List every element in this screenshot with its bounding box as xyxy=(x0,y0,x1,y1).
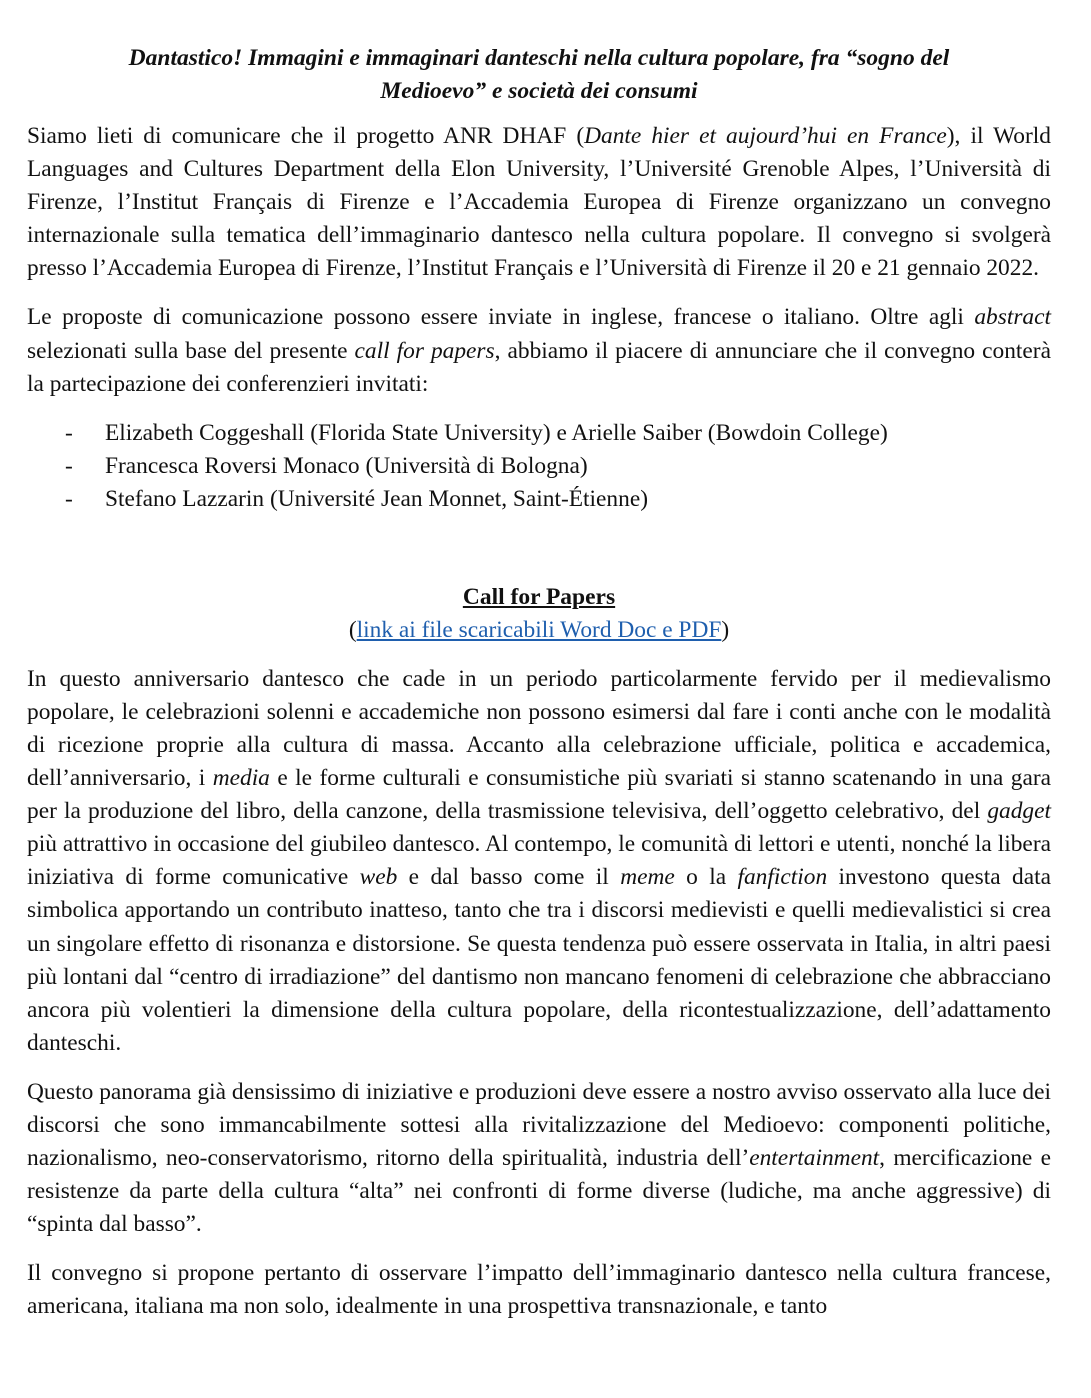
para3-meme-italic: meme xyxy=(620,864,675,891)
conference-aim-paragraph: Il convegno si propone pertanto di osservare l’impatto dell’immaginario dantesco nella cultura francese, americana, italiana ma non solo, idealmente in una prospettiva transnazionale, e tanto xyxy=(27,1260,1051,1320)
proposals-paragraph xyxy=(27,301,1051,400)
list-item xyxy=(27,417,1051,450)
bullet-dash: - xyxy=(65,419,73,446)
para3-media-italic: media xyxy=(212,765,270,792)
para3-text-c: e le forme culturali e consumistiche più svariati si stanno scatenando in una gara per la produzione del libro, della canzone, della trasmissione televisiva, dell’oggetto celebrativo, del xyxy=(27,765,1051,825)
intro-text-a: Siamo lieti di comunicare che il progetto ANR DHAF ( xyxy=(27,123,585,149)
proposals-cfp-italic: call for papers xyxy=(354,337,495,364)
speaker-name: Stefano Lazzarin (Université Jean Monnet, Saint-Étienne) xyxy=(105,485,648,512)
proposals-abstract-italic: abstract xyxy=(974,304,1051,331)
para4-text-a: Questo panorama già densissimo di iniziative e produzioni deve essere a nostro avviso osservato alla luce dei discorsi che sono immancabilmente sottesi alla rivitalizzazione del Medioevo: componenti politiche, nazionalismo, neo-conservatorismo, ritorno della spiritualità, industria dell’ xyxy=(27,1078,1051,1172)
speaker-name: Elizabeth Coggeshall (Florida State University) e Arielle Saiber (Bowdoin College) xyxy=(105,419,888,446)
proposals-text-a: Le proposte di comunicazione possono essere inviate in inglese, francese o italiano. Oltre agli xyxy=(27,304,975,331)
document-page xyxy=(27,42,1051,1324)
cfp-heading: Call for Papers xyxy=(462,583,616,610)
bullet-dash: - xyxy=(65,452,73,479)
download-files-link[interactable]: link ai file scaricabili Word Doc e PDF xyxy=(356,616,722,643)
para4-text-c: , mercificazione e resistenze da parte della cultura “alta” nei confronti di forme diverse (ludiche, ma anche aggressive) di “spinta dal basso”. xyxy=(27,1145,1051,1238)
paren-close: ) xyxy=(721,616,730,643)
para3-gadget-italic: gadget xyxy=(987,798,1051,825)
list-item xyxy=(27,483,1051,516)
panorama-paragraph xyxy=(27,1076,1051,1241)
para3-text-e: più attrattivo in occasione del giubileo dantesco. Al contempo, le comunità di lettori e utenti, nonché la libera iniziativa di forme comunicative xyxy=(27,831,1051,891)
para4-entertainment-italic: entertainment xyxy=(749,1145,880,1172)
document-title: Dantastico! Immagini e immaginari danteschi nella cultura popolare, fra “sogno del Medioevo” e società dei consumi xyxy=(128,45,950,104)
anniversary-paragraph xyxy=(27,663,1051,1060)
intro-text-c: ), il World Languages and Cultures Department della Elon University, l’Université Grenoble Alpes, l’Università di Firenze, l’Institut Français di Firenze e l’Accademia Europea di Firenze organizzano un convegno internazionale sulla tematica dell’immaginario dantesco nella cultura popolare. Il convegno si svolgerà presso l’Accademia Europea di Firenze, l’Institut Français e l’Università di Firenze il 20 e 21 gennaio 2022. xyxy=(27,123,1051,282)
intro-text-italic: Dante hier et aujourd’hui en France xyxy=(584,123,947,149)
cfp-link-line xyxy=(27,614,1051,647)
speaker-name: Francesca Roversi Monaco (Università di Bologna) xyxy=(105,452,588,479)
para3-text-a: In questo anniversario dantesco che cade in un periodo particolarmente fervido per il medievalismo popolare, le celebrazioni solenni e accademiche non possono esimersi dal fare i conti anche con le modalità di ricezione proprie alla cultura di massa. Accanto alla celebrazione ufficiale, politica e accademica, dell’anniversario, i xyxy=(27,665,1051,792)
list-item xyxy=(27,450,1051,483)
para3-web-italic: web xyxy=(359,864,398,891)
proposals-text-e: , abbiamo il piacere di annunciare che il convegno conterà la partecipazione dei conferenzieri invitati: xyxy=(27,337,1051,397)
invited-speakers-list xyxy=(27,417,1051,516)
para3-fanfiction-italic: fanfiction xyxy=(737,864,828,891)
intro-paragraph xyxy=(27,120,1051,285)
proposals-text-c: selezionati sulla base del presente xyxy=(27,337,355,364)
paren-open: ( xyxy=(348,616,357,643)
para3-text-i: o la xyxy=(674,864,738,891)
para3-text-g: e dal basso come il xyxy=(397,864,621,891)
para3-text-k: investono questa data simbolica apportando un contributo inatteso, tanto che tra i discorsi medievisti e quelli medievalistici si crea un singolare effetto di risonanza e distorsione. Se questa tendenza può essere osservata in Italia, in altri paesi più lontani dal “centro di irradiazione” del dantismo non mancano fenomeni di celebrazione che abbracciano ancora più volentieri la dimensione della cultura popolare, della ricontestualizzazione, dell’adattamento danteschi. xyxy=(27,864,1051,1056)
bullet-dash: - xyxy=(65,485,73,512)
